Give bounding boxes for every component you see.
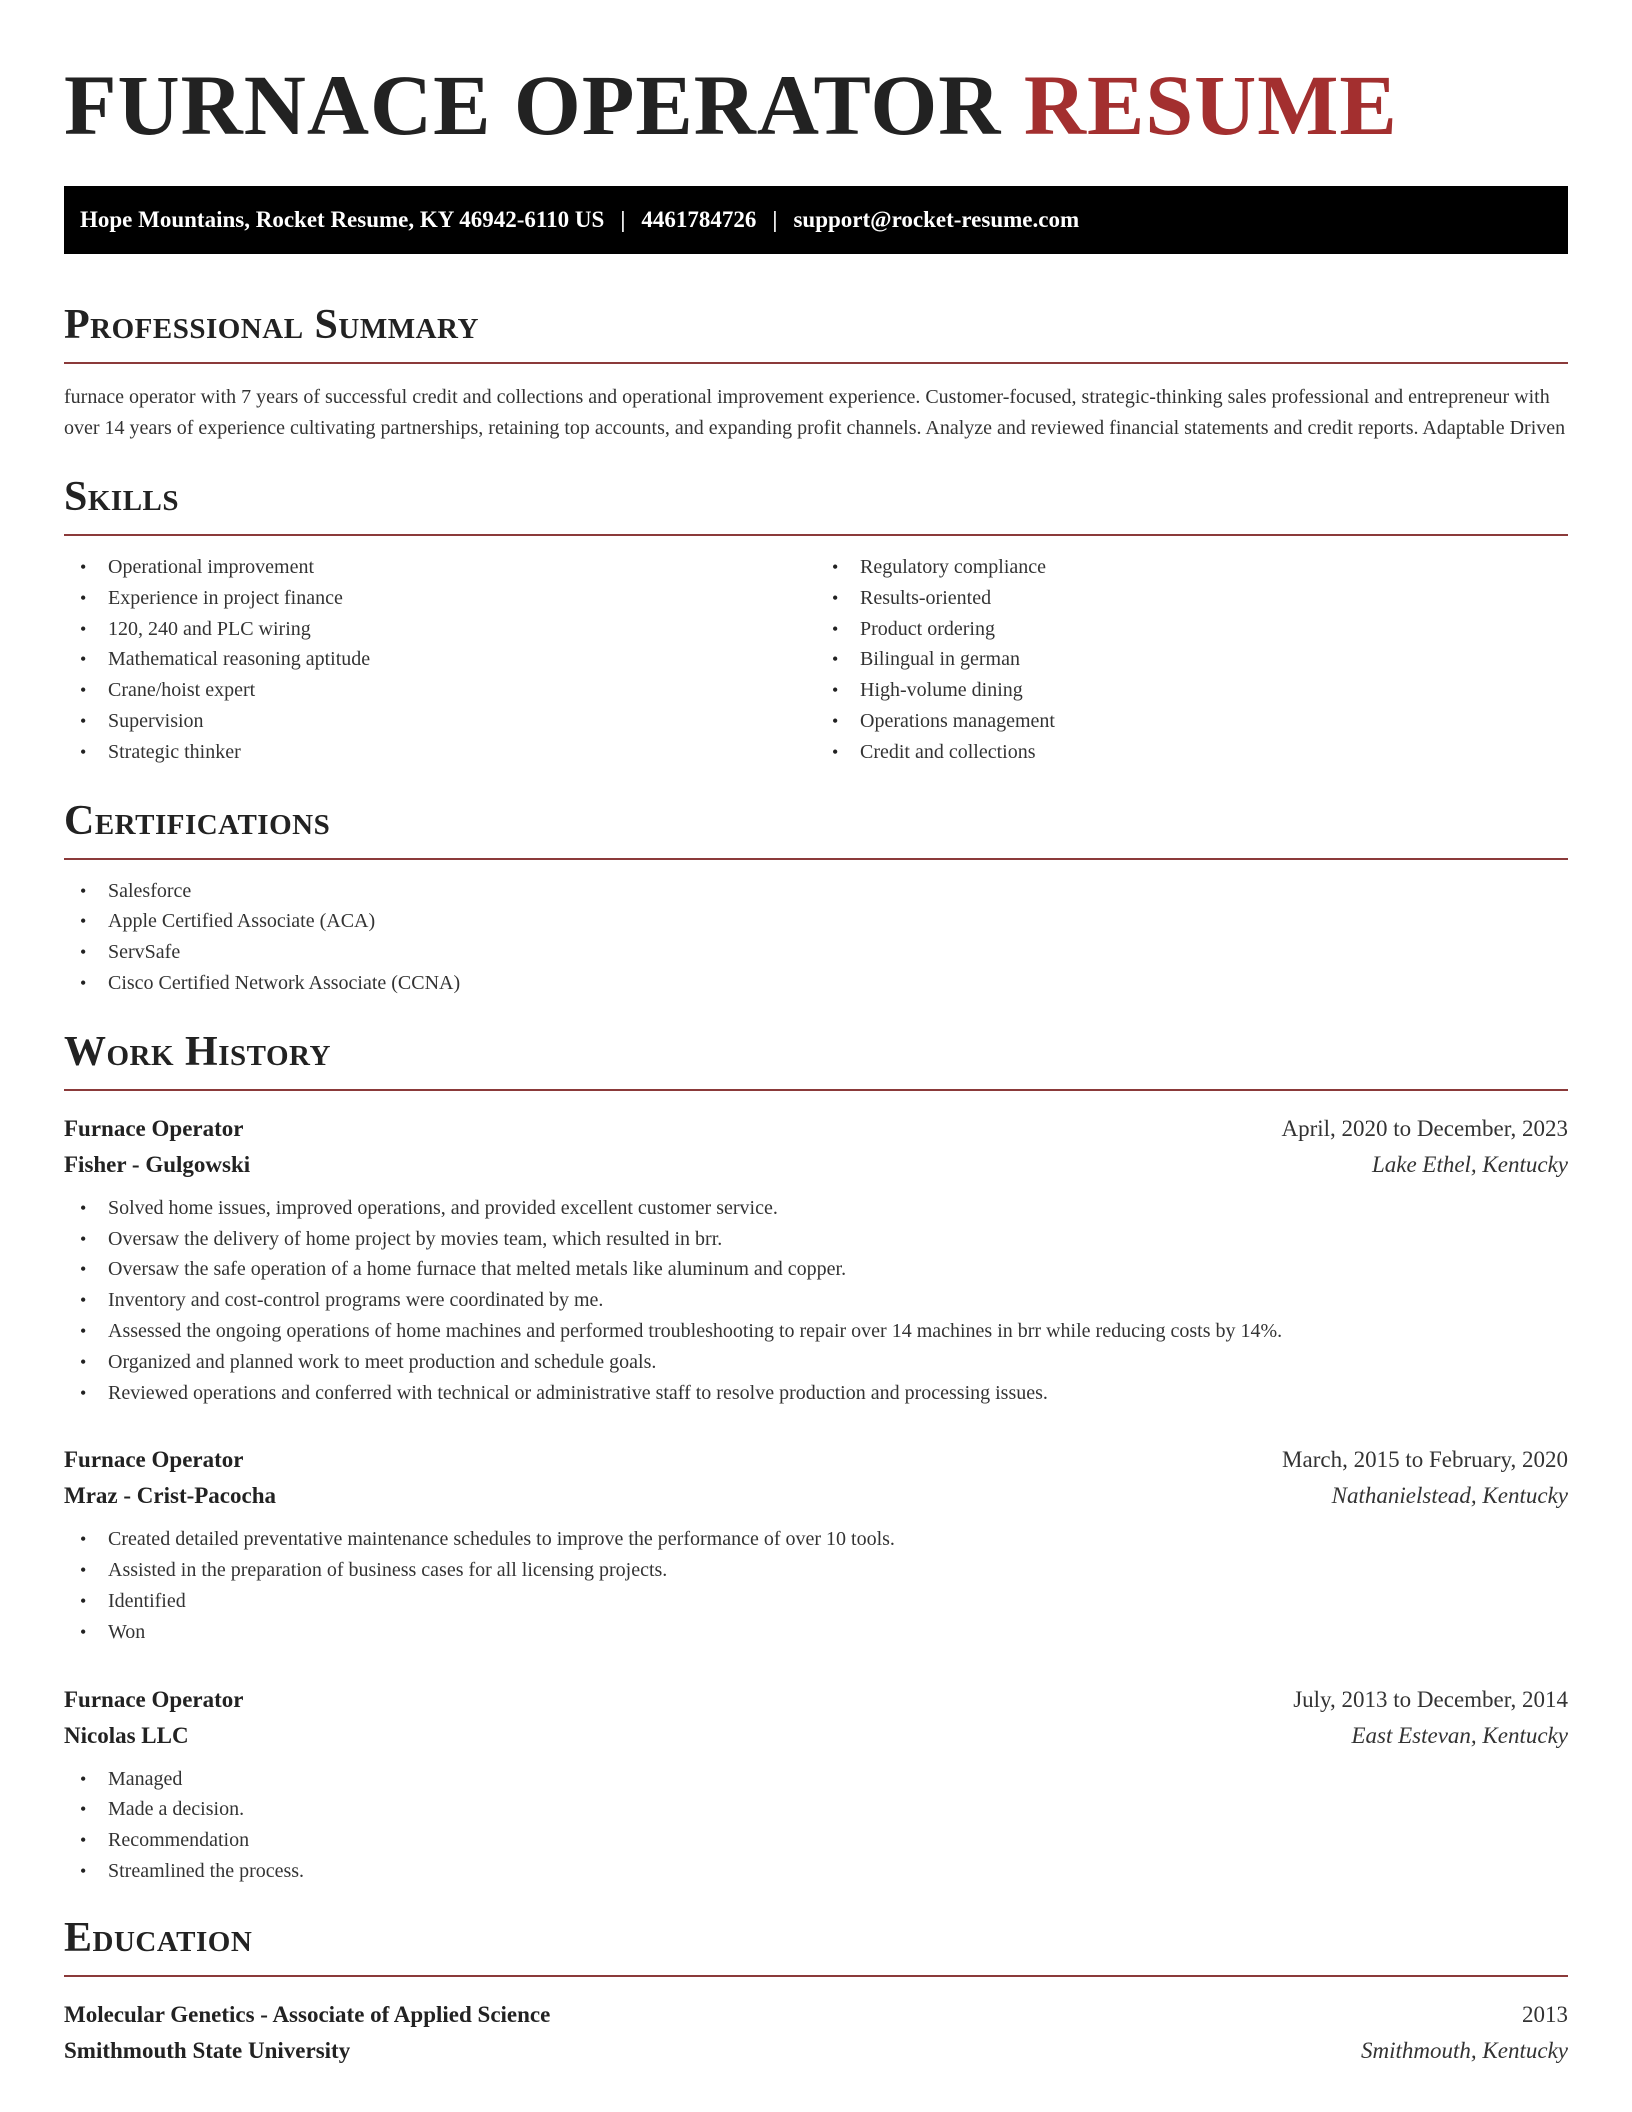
job-duty: • Reviewed operations and conferred with technical or administrative staff to resolve production and processing issues. — [64, 1378, 1568, 1409]
job-header-row — [64, 1682, 1568, 1718]
job-entry — [64, 1682, 1568, 1887]
job-duty: • Inventory and cost-control programs were coordinated by me. — [64, 1285, 1568, 1316]
job-duty: • Made a decision. — [64, 1794, 1568, 1825]
skills-list-left — [64, 552, 816, 768]
job-duty: • Created detailed preventative maintenance schedules to improve the performance of over 10 tools. — [64, 1524, 1568, 1555]
job-company-row — [64, 1718, 1568, 1754]
skill-item: • High-volume dining — [816, 675, 1568, 706]
contact-address: Hope Mountains, Rocket Resume, KY 46942-6110 US — [80, 207, 605, 232]
job-location: Nathanielstead, Kentucky — [1331, 1483, 1568, 1509]
certification-item: • Apple Certified Associate (ACA) — [64, 906, 1568, 937]
job-duty: • Identified — [64, 1586, 1568, 1617]
section-heading-certifications: Certifications — [64, 797, 331, 844]
certification-item: • Cisco Certified Network Associate (CCNA) — [64, 968, 1568, 999]
job-company-row — [64, 1478, 1568, 1514]
skill-item: • Regulatory compliance — [816, 552, 1568, 583]
job-duty: • Assisted in the preparation of business cases for all licensing projects. — [64, 1555, 1568, 1586]
skills-list-right — [816, 552, 1568, 768]
section-heading-education: Education — [64, 1914, 253, 1961]
job-location: East Estevan, Kentucky — [1351, 1722, 1568, 1748]
skill-item: • Crane/hoist expert — [64, 675, 816, 706]
skill-item: • Strategic thinker — [64, 737, 816, 768]
skill-item: • Results-oriented — [816, 583, 1568, 614]
job-company: Mraz - Crist-Pacocha — [64, 1483, 277, 1509]
section-divider — [64, 534, 1568, 536]
section-heading-skills: Skills — [64, 474, 180, 520]
job-duty: • Recommendation — [64, 1825, 1568, 1856]
section-heading-work-history: Work History — [64, 1028, 331, 1075]
job-duties-list — [64, 1193, 1568, 1409]
job-duty: • Won — [64, 1617, 1568, 1648]
skill-item: • Bilingual in german — [816, 644, 1568, 675]
job-duty: • Solved home issues, improved operations, and provided excellent customer service. — [64, 1193, 1568, 1224]
contact-bar — [64, 186, 1568, 254]
job-duty: • Assessed the ongoing operations of home machines and performed troubleshooting to repair over 14 machines in brr while reducing costs by 14%. — [64, 1316, 1568, 1347]
education-degree: Molecular Genetics - Associate of Applied Science — [64, 2001, 551, 2027]
job-company-row — [64, 1147, 1568, 1183]
resume-title — [64, 57, 1568, 153]
skill-item: • Operations management — [816, 706, 1568, 737]
education-school-row — [64, 2033, 1568, 2069]
job-duties-list — [64, 1524, 1568, 1647]
section-divider — [64, 858, 1568, 860]
job-duties-list — [64, 1764, 1568, 1887]
job-company: Nicolas LLC — [64, 1722, 189, 1748]
job-duty: • Oversaw the delivery of home project by movies team, which resulted in brr. — [64, 1224, 1568, 1255]
education-year: 2013 — [1522, 2001, 1568, 2027]
section-divider — [64, 1975, 1568, 1977]
job-header-row — [64, 1111, 1568, 1147]
section-heading-summary: Professional Summary — [64, 302, 479, 348]
skill-item: • Mathematical reasoning aptitude — [64, 644, 816, 675]
skill-item: • Operational improvement — [64, 552, 816, 583]
education-location: Smithmouth, Kentucky — [1361, 2037, 1568, 2063]
education-entry — [64, 1997, 1568, 2069]
contact-separator: | — [772, 207, 778, 232]
job-dates: July, 2013 to December, 2014 — [1293, 1686, 1568, 1712]
job-dates: April, 2020 to December, 2023 — [1281, 1115, 1568, 1141]
education-degree-row — [64, 1997, 1568, 2033]
job-duty: • Oversaw the safe operation of a home furnace that melted metals like aluminum and copper. — [64, 1254, 1568, 1285]
skill-item: • Supervision — [64, 706, 816, 737]
contact-separator: | — [620, 207, 626, 232]
job-duty: • Managed — [64, 1764, 1568, 1795]
job-company: Fisher - Gulgowski — [64, 1151, 251, 1177]
summary-text: furnace operator with 7 years of successful credit and collections and operational improvement experience. Customer-focused, strategic-thinking sales professional and entrepreneur with over 14 years of experience cultivating partnerships, retaining top accounts, and expanding profit channels. Analyze and reviewed financial statements and credit reports. Adaptable Driven — [64, 386, 1566, 439]
job-location: Lake Ethel, Kentucky — [1371, 1151, 1568, 1177]
job-duty: • Streamlined the process. — [64, 1856, 1568, 1887]
skill-item: • 120, 240 and PLC wiring — [64, 614, 816, 645]
job-header-row — [64, 1442, 1568, 1478]
contact-email[interactable]: support@rocket-resume.com — [793, 207, 1080, 232]
job-title: Furnace Operator — [64, 1115, 244, 1141]
job-title: Furnace Operator — [64, 1686, 244, 1712]
certification-item: • ServSafe — [64, 937, 1568, 968]
contact-phone[interactable]: 4461784726 — [641, 207, 757, 232]
job-title: Furnace Operator — [64, 1447, 244, 1473]
skill-item: • Credit and collections — [816, 737, 1568, 768]
section-divider — [64, 1089, 1568, 1091]
title-main: FURNACE OPERATOR — [64, 57, 1002, 153]
title-accent: RESUME — [1023, 57, 1398, 153]
certifications-list — [64, 876, 1568, 999]
skills-grid — [64, 552, 1568, 768]
job-dates: March, 2015 to February, 2020 — [1282, 1447, 1568, 1473]
education-school: Smithmouth State University — [64, 2037, 351, 2063]
skill-item: • Product ordering — [816, 614, 1568, 645]
job-entry — [64, 1111, 1568, 1409]
skill-item: • Experience in project finance — [64, 583, 816, 614]
job-duty: • Organized and planned work to meet production and schedule goals. — [64, 1347, 1568, 1378]
certification-item: • Salesforce — [64, 876, 1568, 907]
section-divider — [64, 362, 1568, 364]
job-entry — [64, 1442, 1568, 1647]
